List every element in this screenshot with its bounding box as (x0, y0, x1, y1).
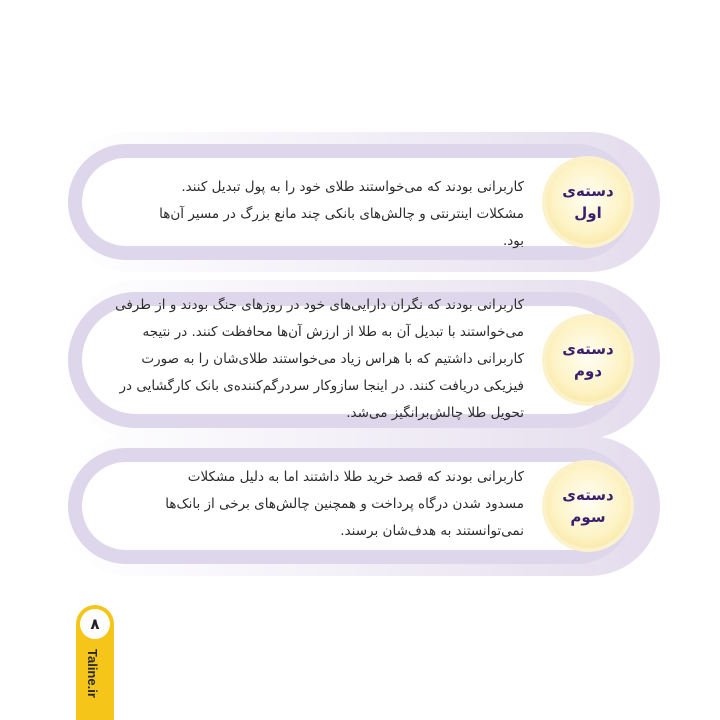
group-card-1 (0, 132, 720, 272)
group-card-2 (0, 280, 720, 440)
group-badge (546, 318, 630, 402)
brand-label: Taline.ir (85, 649, 100, 698)
group-description (104, 174, 524, 255)
text-line: تحویل طلا چالش‌برانگیز می‌شد. (346, 405, 524, 421)
page-side-tab (76, 605, 114, 720)
text-line: کاربرانی بودند که می‌خواستند طلای خود را به پول تبدیل کنند. (181, 179, 524, 195)
page-number: ۸ (80, 609, 110, 639)
text-line: نمی‌توانستند به هدف‌شان برسند. (340, 523, 524, 539)
text-line: مشکلات اینترنتی و چالش‌های بانکی چند مانع بزرگ در مسیر آن‌ها (159, 206, 524, 222)
group-badge (546, 160, 630, 244)
badge-ordinal: دوم (574, 362, 603, 380)
group-description (104, 464, 524, 545)
badge-label: دسته‌ی (562, 486, 614, 504)
text-line: می‌خواستند با تبدیل آن به طلا از ارزش آن‌ها محافظت کنند. در نتیجه (142, 324, 524, 340)
group-badge (546, 464, 630, 548)
badge-label: دسته‌ی (562, 340, 614, 358)
text-line: فیزیکی دریافت کنند. در اینجا سازوکار سردرگم‌کننده‌ی بانک کارگشایی در (119, 378, 524, 394)
text-line: کاربرانی بودند که قصد خرید طلا داشتند اما به دلیل مشکلات (187, 469, 524, 485)
text-line: کاربرانی بودند که نگران دارایی‌های خود در روزهای جنگ بودند و از طرفی (115, 297, 524, 313)
badge-ordinal: سوم (570, 508, 606, 526)
text-line: کاربرانی داشتیم که با هراس زیاد می‌خواستند طلای‌شان را به صورت (141, 351, 524, 367)
badge-ordinal: اول (574, 204, 602, 222)
text-line: مسدود شدن درگاه پرداخت و همچنین چالش‌های برخی از بانک‌ها (165, 496, 524, 512)
group-description (104, 292, 524, 427)
text-line: بود. (502, 233, 524, 249)
group-card-3 (0, 436, 720, 576)
badge-label: دسته‌ی (562, 182, 614, 200)
